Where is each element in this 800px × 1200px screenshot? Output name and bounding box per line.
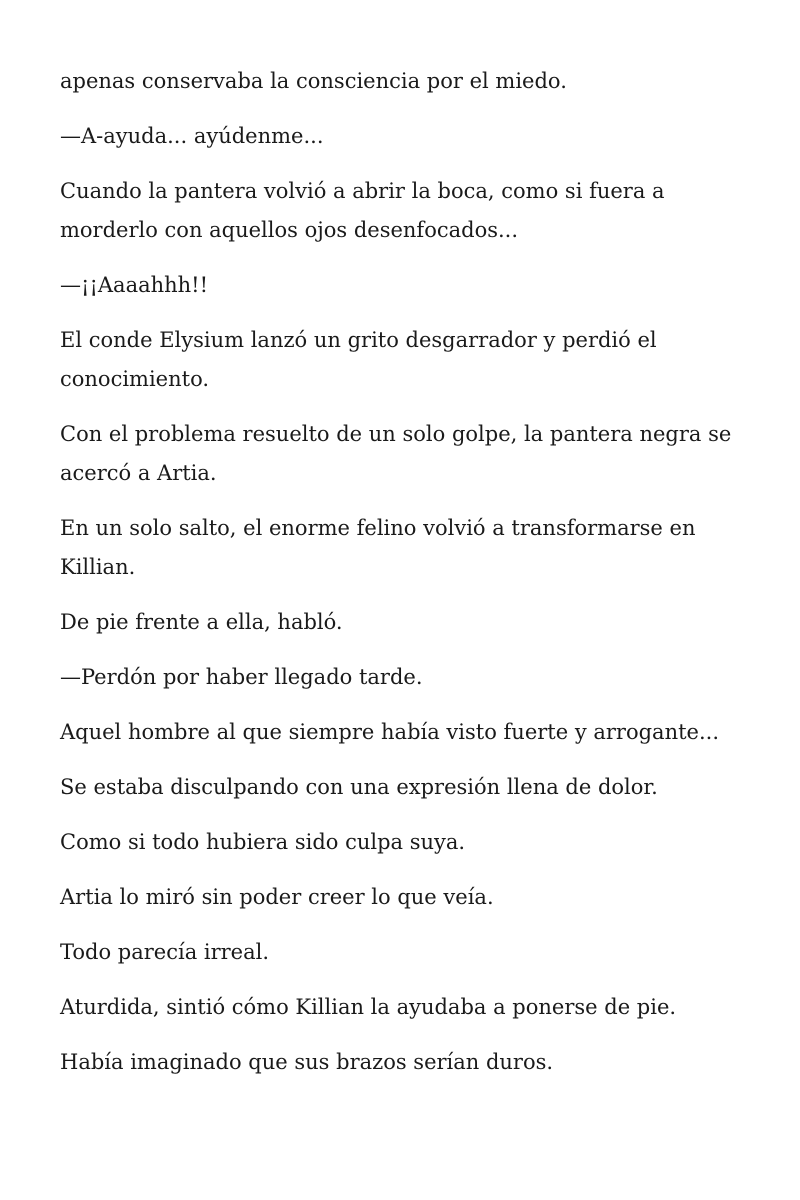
paragraph: Como si todo hubiera sido culpa suya. bbox=[60, 830, 466, 854]
paragraph: Se estaba disculpando con una expresión llena de dolor. bbox=[60, 775, 658, 799]
paragraph: De pie frente a ella, habló. bbox=[60, 610, 343, 634]
paragraph: Con el problema resuelto de un solo golpe, la pantera negra se acercó a Artia. bbox=[60, 422, 732, 485]
paragraph: Aquel hombre al que siempre había visto fuerte y arrogante... bbox=[60, 720, 719, 744]
reading-page bbox=[60, 62, 750, 1098]
paragraph: Aturdida, sintió cómo Killian la ayudaba a ponerse de pie. bbox=[60, 995, 677, 1019]
paragraph: apenas conservaba la consciencia por el miedo. bbox=[60, 69, 567, 93]
paragraph: —A-ayuda... ayúdenme... bbox=[60, 124, 324, 148]
paragraph: —¡¡Aaaahhh!! bbox=[60, 273, 209, 297]
paragraph: Artia lo miró sin poder creer lo que veía. bbox=[60, 885, 494, 909]
paragraph: Cuando la pantera volvió a abrir la boca, como si fuera a morderlo con aquellos ojos desenfocados... bbox=[60, 179, 665, 242]
paragraph: El conde Elysium lanzó un grito desgarrador y perdió el conocimiento. bbox=[60, 328, 657, 391]
paragraph: En un solo salto, el enorme felino volvió a transformarse en Killian. bbox=[60, 516, 696, 579]
paragraph: Había imaginado que sus brazos serían duros. bbox=[60, 1050, 554, 1074]
paragraph: Todo parecía irreal. bbox=[60, 940, 270, 964]
paragraph: —Perdón por haber llegado tarde. bbox=[60, 665, 423, 689]
